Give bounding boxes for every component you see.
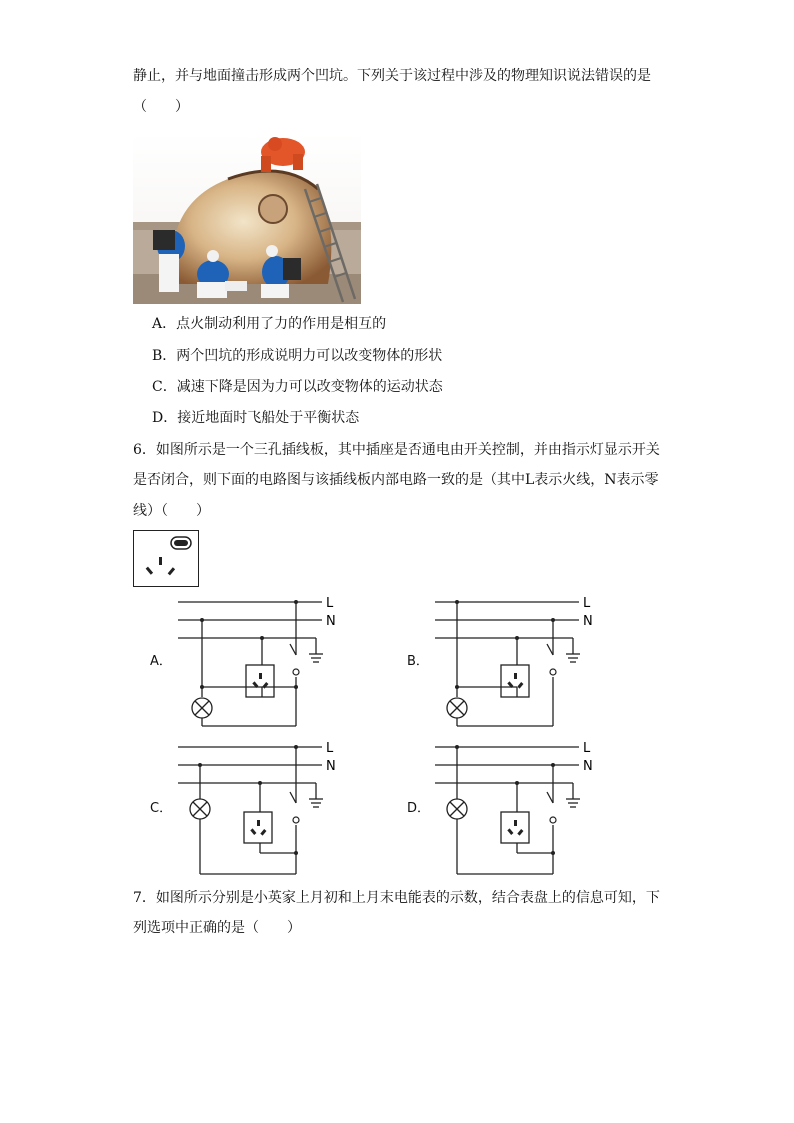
q5-option-a[interactable]: A．点火制动利用了力的作用是相互的 bbox=[152, 316, 387, 332]
circuit-d[interactable] bbox=[407, 737, 597, 877]
circuit-c-wire-n: N bbox=[326, 759, 336, 774]
circuit-a-label: A． bbox=[150, 654, 172, 669]
circuit-a[interactable] bbox=[150, 592, 340, 732]
q5-stem-line2: （ ） bbox=[133, 99, 189, 115]
q5-option-b[interactable]: B．两个凹坑的形成说明力可以改变物体的形状 bbox=[152, 348, 443, 364]
circuit-d-label: D． bbox=[407, 801, 431, 816]
q5-option-c[interactable]: C．减速下降是因为力可以改变物体的运动状态 bbox=[152, 379, 443, 395]
q6-stem-line1: 6．如图所示是一个三孔插线板，其中插座是否通电由开关控制，并由指示灯显示开关 bbox=[133, 442, 660, 458]
circuit-b-wire-l: L bbox=[583, 596, 591, 611]
q5-option-d[interactable]: D．接近地面时飞船处于平衡状态 bbox=[152, 410, 360, 426]
circuit-c[interactable] bbox=[150, 737, 340, 877]
circuit-d-wire-n: N bbox=[583, 759, 593, 774]
circuit-b-label: B． bbox=[407, 654, 429, 669]
circuit-d-wire-l: L bbox=[583, 741, 591, 756]
circuit-b-wire-n: N bbox=[583, 614, 593, 629]
q7-stem-line2: 列选项中正确的是（ ） bbox=[133, 920, 301, 936]
q6-stem-line3: 线）（ ） bbox=[133, 503, 210, 519]
circuit-c-wire-l: L bbox=[326, 741, 334, 756]
q7-stem-line1: 7．如图所示分别是小英家上月初和上月末电能表的示数，结合表盘上的信息可知，下 bbox=[133, 890, 660, 906]
capsule-landing-photo bbox=[133, 134, 361, 304]
circuit-a-wire-n: N bbox=[326, 614, 336, 629]
circuit-b[interactable] bbox=[407, 592, 597, 732]
circuit-c-label: C． bbox=[150, 801, 173, 816]
power-strip-figure bbox=[133, 530, 199, 587]
q5-stem-line1: 静止，并与地面撞击形成两个凹坑。下列关于该过程中涉及的物理知识说法错误的是 bbox=[133, 68, 651, 84]
circuit-a-wire-l: L bbox=[326, 596, 334, 611]
q6-stem-line2: 是否闭合，则下面的电路图与该插线板内部电路一致的是（其中L表示火线，N表示零 bbox=[133, 472, 659, 488]
